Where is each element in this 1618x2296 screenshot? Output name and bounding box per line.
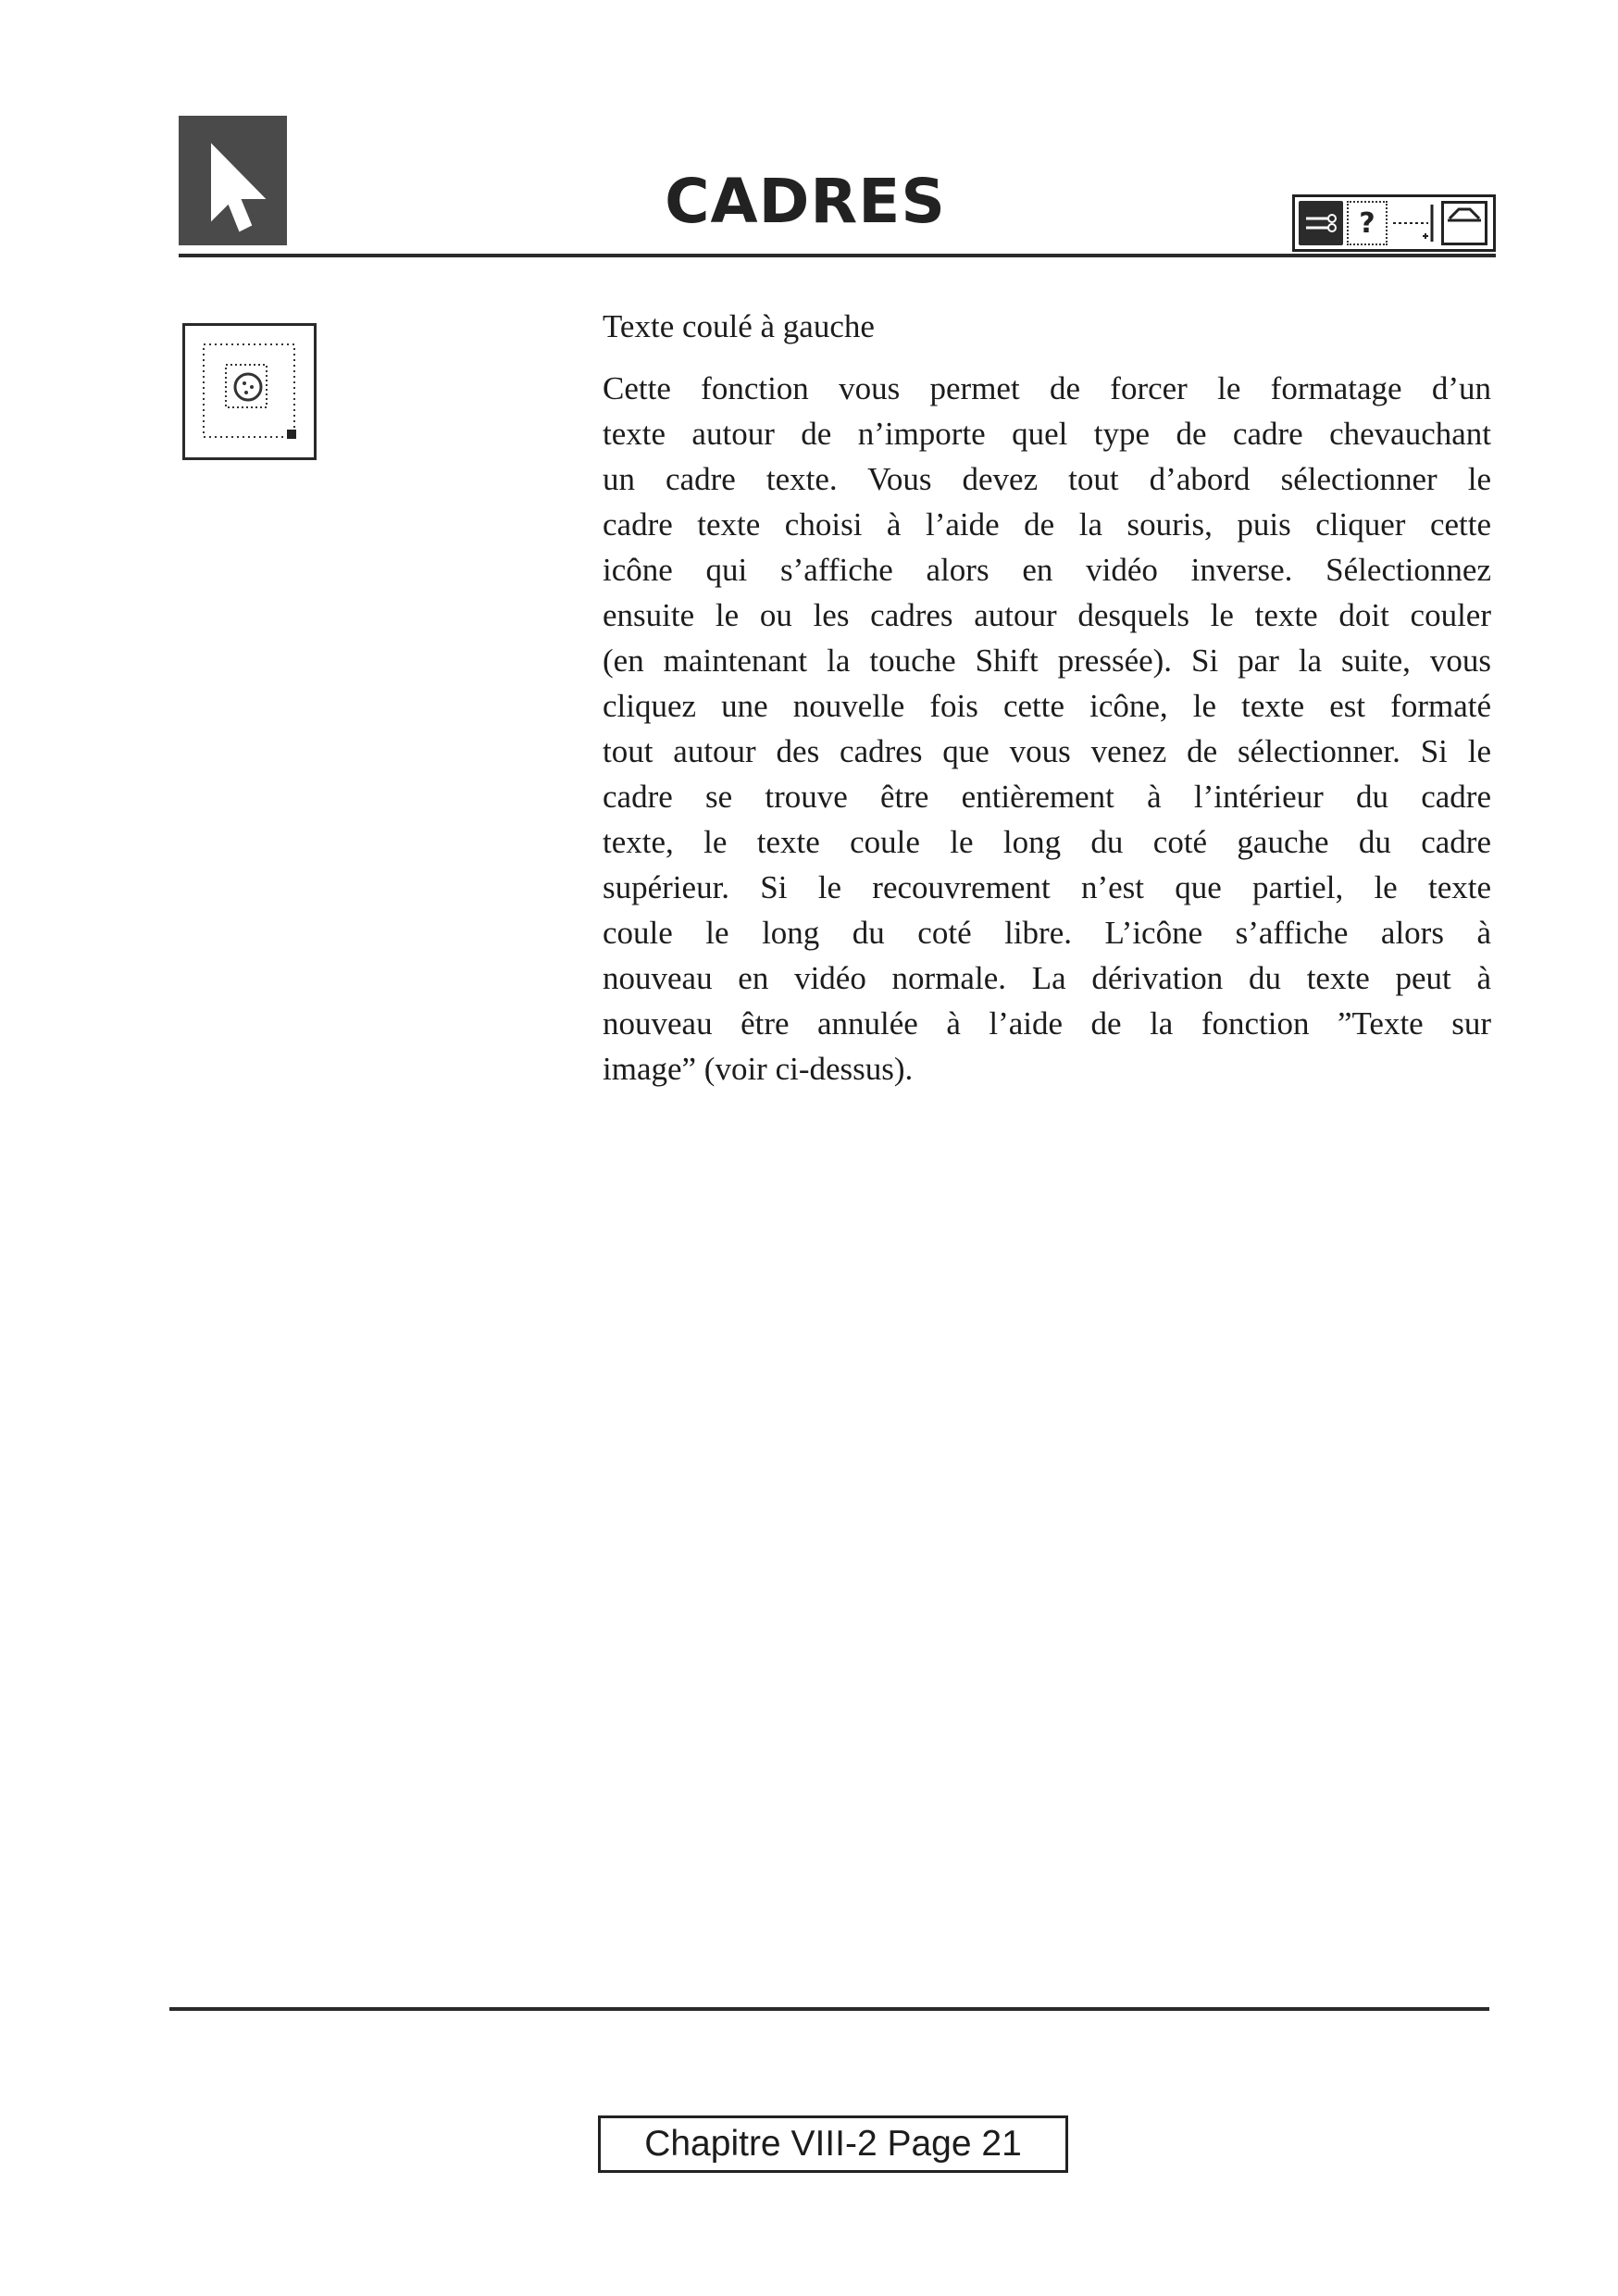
footer-divider [169,2007,1489,2011]
body-paragraph [603,366,1491,1092]
body-line: cliquez une nouvelle fois cette icône, le texte est formaté [603,688,1491,724]
body-line: cadre texte choisi à l’aide de la souris, puis cliquer cette [603,506,1491,543]
arrow-pointer-icon [179,116,287,245]
scissors-icon[interactable] [1299,201,1343,245]
line-tool-icon[interactable] [1391,201,1438,245]
body-line: coule le long du coté libre. L’icône s’affiche alors à [603,915,1491,951]
help-glyph: ? [1359,206,1375,240]
page-number-box [598,2115,1068,2173]
body-line: tout autour des cadres que vous venez de sélectionner. Si le [603,733,1491,769]
text-flow-left-icon [182,323,317,460]
body-line: image” (voir ci-dessus). [603,1051,914,1087]
arrow-pointer-graphic [179,116,287,245]
body-line: cadre se trouve être entièrement à l’intérieur du cadre [603,779,1491,815]
body-line: un cadre texte. Vous devez tout d’abord sélectionner le [603,461,1491,497]
body-line: texte, le texte coule le long du coté gauche du cadre [603,824,1491,860]
toolbar [1292,194,1496,252]
page-title: CADRES [665,166,946,237]
body-line: Cette fonction vous permet de forcer le formatage d’un [603,370,1491,406]
body-line: supérieur. Si le recouvrement n’est que partiel, le texte [603,869,1491,905]
body-line: texte autour de n’importe quel type de cadre chevauchant [603,416,1491,452]
body-line: nouveau en vidéo normale. La dérivation du texte peut à [603,960,1491,996]
body-line: ensuite le ou les cadres autour desquels le texte doit couler [603,597,1491,633]
body-line: icône qui s’affiche alors en vidéo inverse. Sélectionnez [603,552,1491,588]
section-heading: Texte coulé à gauche [603,308,875,344]
page-number-label: Chapitre VIII-2 Page 21 [644,2124,1022,2164]
clipboard-icon[interactable] [1441,201,1487,245]
body-line: nouveau être annulée à l’aide de la fonction ”Texte sur [603,1005,1491,1042]
header-divider [179,254,1496,257]
help-icon[interactable] [1347,201,1388,245]
body-line: (en maintenant la touche Shift pressée). Si par la suite, vous [603,643,1491,679]
